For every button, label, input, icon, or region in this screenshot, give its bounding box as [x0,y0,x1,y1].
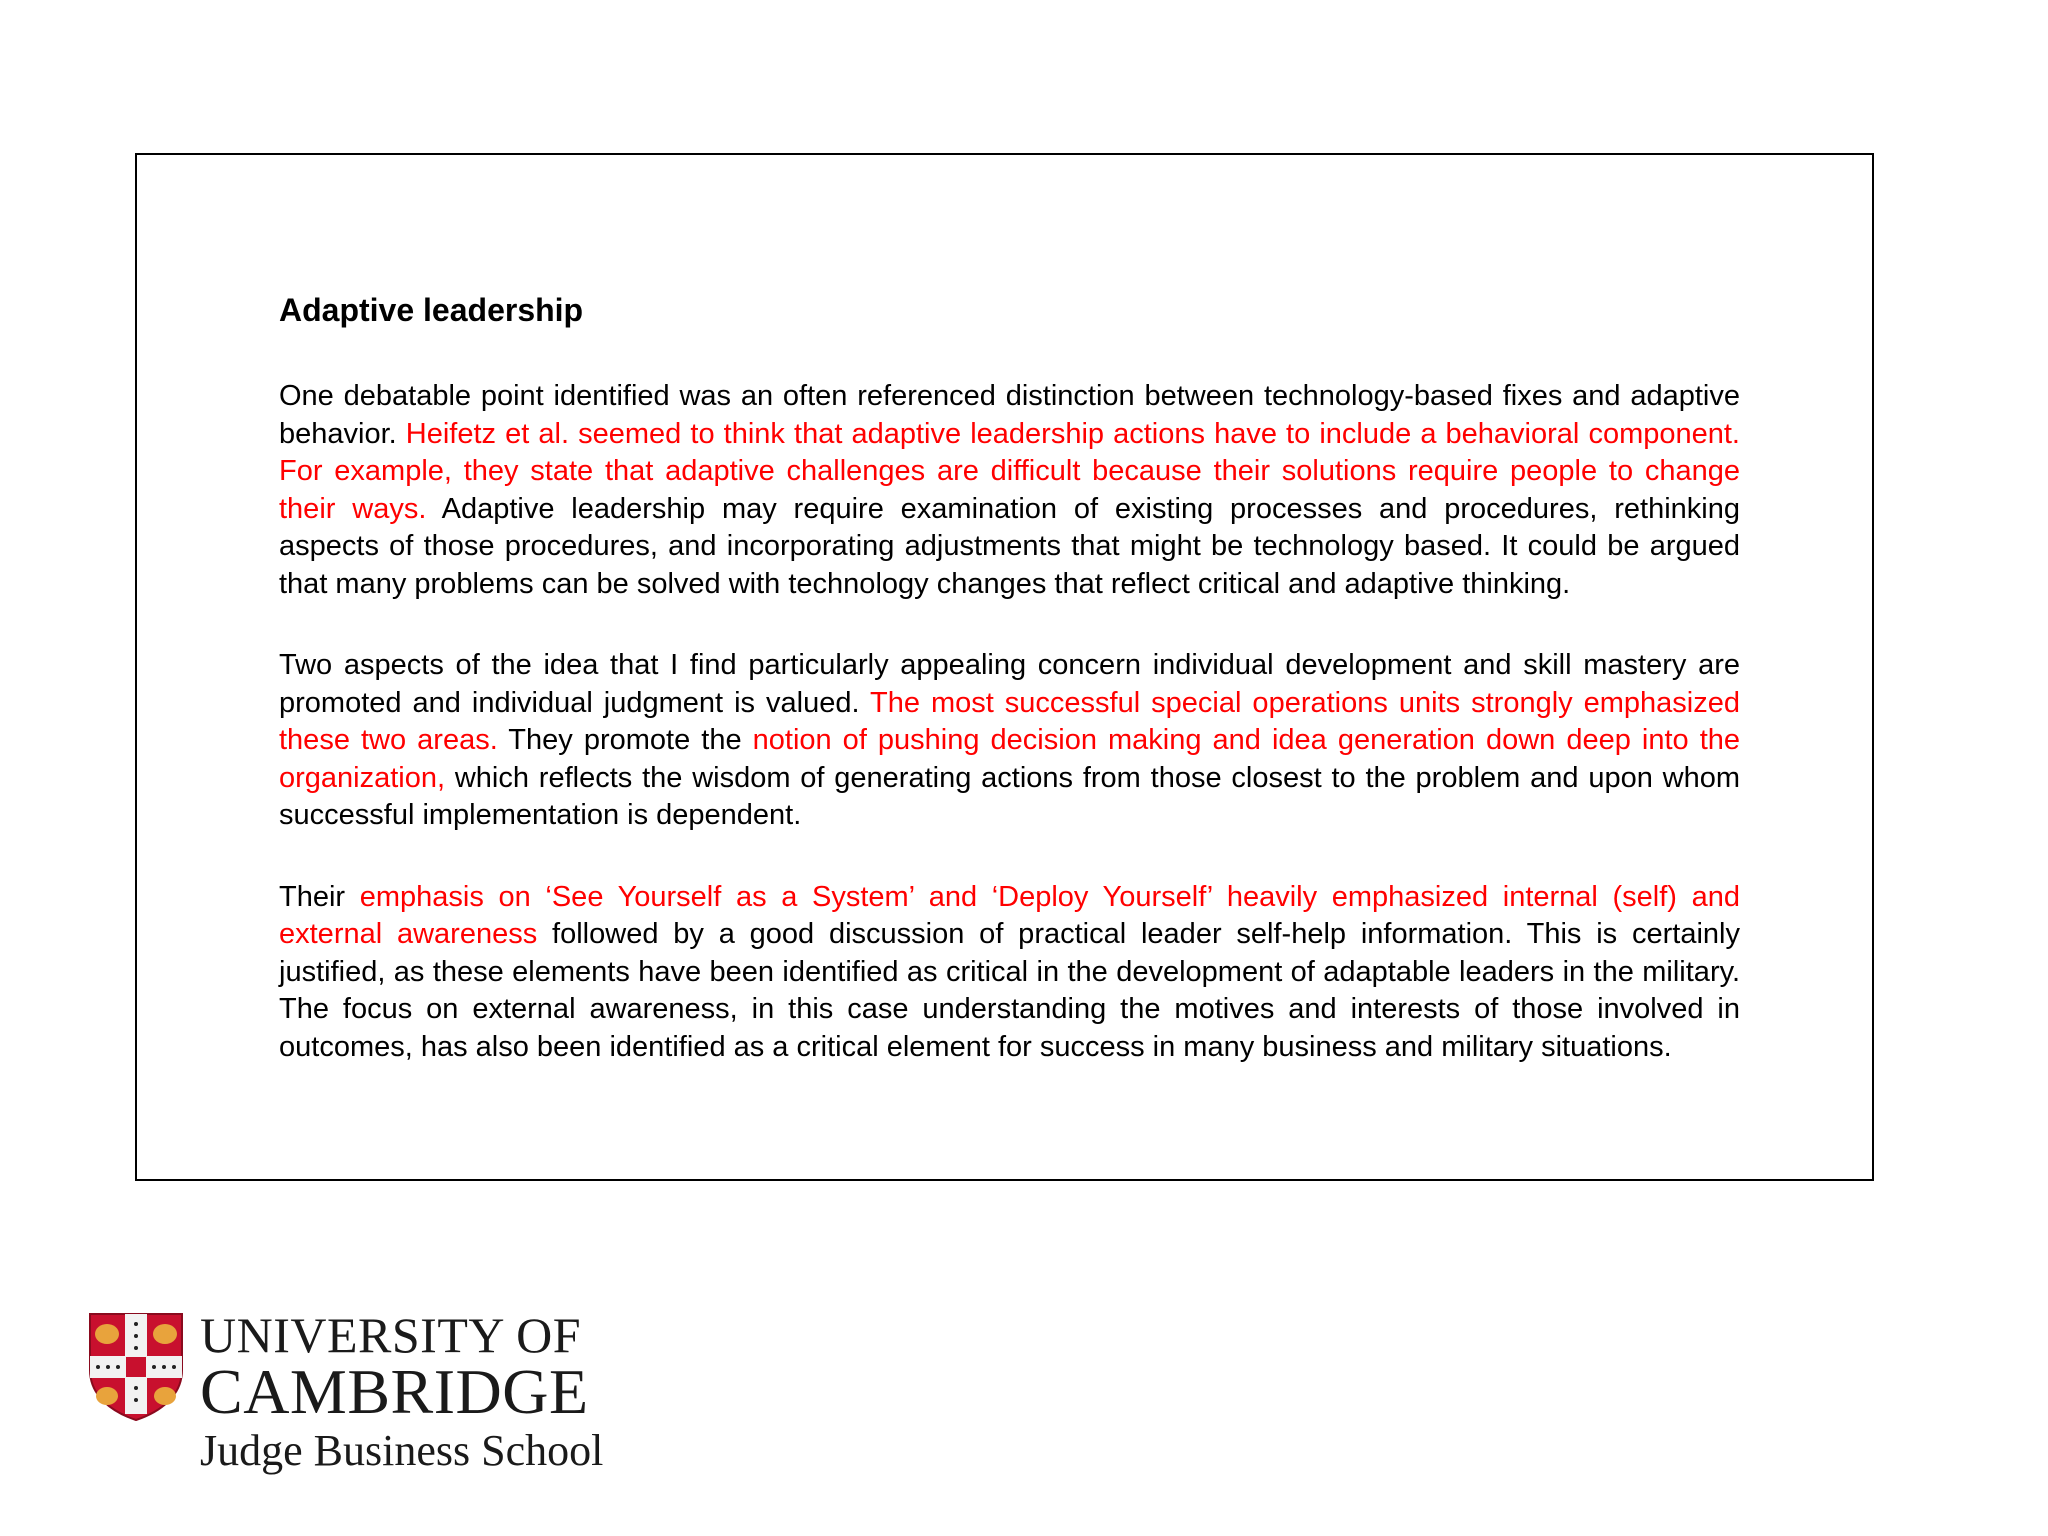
cambridge-judge-logo [88,1308,648,1478]
paragraph-2-highlight: notion of pushing decision making and idea generation down deep into the organization, [279,724,1741,794]
logo-wordmark [200,1308,603,1480]
paragraph-2 [279,647,1740,835]
paragraph-3-text: Their [279,880,360,913]
document-content [279,288,1740,1110]
paragraph-1 [279,378,1740,603]
logo-line-cambridge: CAMBRIDGE [200,1356,589,1427]
paragraph-1-highlight: Heifetz et al. seemed to think that adaptive leadership actions have to include a behavioral component. For example, they state that adaptive challenges are difficult because their solutions require people to change their ways. [279,417,1740,525]
paragraph-2-text: They promote the [497,724,753,756]
paragraph-2-highlight: The most successful special operations units strongly emphasized these two areas. [279,686,1741,756]
paragraph-2-text: Two aspects of the idea that I find particularly appealing concern individual development and skill mastery are promoted and individual judgment is valued. [279,649,1740,719]
university-crest-icon [88,1312,184,1422]
paragraph-1-text: One debatable point identified was an often referenced distinction between technology-based fixes and adaptive behavior. [279,380,1740,450]
paragraph-1-text: Adaptive leadership may require examination of existing processes and procedures, rethinking aspects of those procedures, and incorporating adjustments that might be technology based. It could be argued that many problems can be solved with technology changes that reflect critical and adaptive thinking. [279,492,1740,600]
logo-line-university: UNIVERSITY OF [200,1307,582,1363]
section-heading: Adaptive leadership [279,292,584,328]
paragraph-3 [279,879,1740,1067]
logo-line-judge: Judge Business School [200,1426,604,1475]
paragraph-3-highlight: emphasis on ‘See Yourself as a System’ and ‘Deploy Yourself’ heavily emphasized internal (self) and external awareness [279,880,1740,950]
paragraph-2-text: which reflects the wisdom of generating actions from those closest to the problem and upon whom successful implementation is dependent. [279,761,1740,831]
paragraph-3-text: followed by a good discussion of practical leader self-help information. This is certainly justified, as these elements have been identified as critical in the development of adaptable leaders in the military. The focus on external awareness, in this case understanding the motives and interests of those involved in outcomes, has also been identified as a critical element for success in many business and military situations. [279,918,1740,1063]
